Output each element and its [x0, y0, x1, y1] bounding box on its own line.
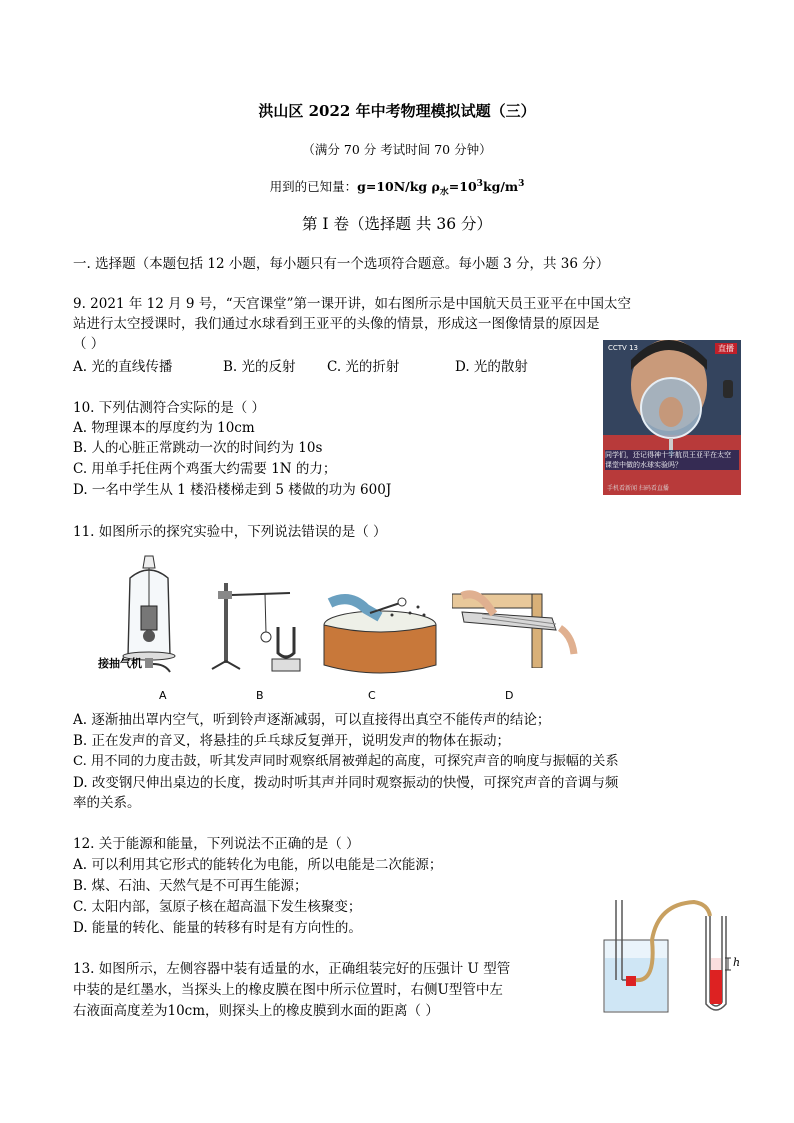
q11-option-b: B. 正在发声的音叉，将悬挂的乒乓球反复弹开，说明发声的物体在振动； — [73, 733, 511, 749]
q13-line1: 13. 如图所示，左侧容器中装有适量的水，正确组装完好的压强计 U 型管 — [73, 961, 511, 977]
q10-stem: 10. 下列估测符合实际的是（ ） — [73, 400, 266, 416]
tuning-fork-figure — [210, 575, 320, 675]
q9-option-a: A. 光的直线传播 — [73, 359, 173, 375]
live-badge: 直播 — [715, 343, 737, 354]
ruler-figure — [452, 588, 582, 668]
section-heading: 一. 选择题（本题包括 12 小题，每小题只有一个选项符合题意。每小题 3 分，共 36 分） — [73, 256, 610, 272]
q11-option-d: D. 改变钢尺伸出桌边的长度，拨动时听其声并同时观察振动的快慢，可探究声音的音调与频 — [73, 775, 619, 791]
photo-footer: 手机看新闻 扫码看直播 — [607, 485, 669, 492]
q12-option-a: A. 可以利用其它形式的能转化为电能，所以电能是二次能源； — [73, 857, 443, 873]
q9-blank: （ ） — [73, 336, 105, 352]
manometer-figure — [598, 900, 748, 1018]
q12-option-c: C. 太阳内部，氢原子核在超高温下发生核聚变； — [73, 899, 362, 915]
q11-option-a: A. 逐渐抽出罩内空气，听到铃声逐渐减弱，可以直接得出真空不能传声的结论； — [73, 712, 551, 728]
q11-option-c: C. 用不同的力度击鼓，听其发声同时观察纸屑被弹起的高度，可探究声音的响度与振幅的关系 — [73, 754, 619, 769]
q10-option-c: C. 用单手托住两个鸡蛋大约需要 1N 的力； — [73, 461, 337, 477]
q10-option-d: D. 一名中学生从 1 楼沿楼梯走到 5 楼做的功为 600J — [73, 482, 392, 498]
q10-option-b: B. 人的心脏正常跳动一次的时间约为 10s — [73, 440, 323, 456]
figure-letter-b: B — [256, 689, 264, 702]
drum-figure — [320, 585, 440, 675]
exam-title: 洪山区 2022 年中考物理模拟试题（三） — [258, 102, 536, 120]
q13-line3: 右液面高度差为10cm，则探头上的橡皮膜到水面的距离（ ） — [73, 1003, 439, 1019]
q9-line1: 9. 2021 年 12 月 9 号，“天宫课堂”第一课开讲，如右图所示是中国航天员王亚平在中国太空 — [73, 296, 632, 312]
figure-letter-c: C — [368, 689, 376, 702]
exam-subtitle: （满分 70 分 考试时间 70 分钟） — [302, 142, 492, 157]
figure-letter-a: A — [159, 689, 167, 702]
q13-line2: 中装的是红墨水，当探头上的橡皮膜在图中所示位置时，右侧U型管中左 — [73, 982, 503, 998]
q9-option-d: D. 光的散射 — [455, 359, 528, 375]
q10-option-a: A. 物理课本的厚度约为 10cm — [73, 420, 255, 436]
q9-option-b: B. 光的反射 — [223, 359, 296, 375]
q12-option-d: D. 能量的转化、能量的转移有时是有方向性的。 — [73, 920, 362, 936]
figure-letter-d: D — [505, 689, 514, 702]
known-quantities: 用到的已知量：g=10N/kg $\rho_水=10^3kg/m^3$ — [269, 178, 525, 198]
q9-option-c: C. 光的折射 — [327, 359, 400, 375]
q12-stem: 12. 关于能源和能量，下列说法不正确的是（ ） — [73, 836, 360, 852]
space-class-photo — [603, 340, 741, 495]
height-label: h — [733, 956, 741, 969]
q9-options — [73, 356, 573, 378]
q11-option-d-cont: 率的关系。 — [73, 795, 141, 811]
vacuum-pump-label: 接抽气机 — [98, 657, 142, 670]
q11-stem: 11. 如图所示的探究实验中，下列说法错误的是（ ） — [73, 524, 387, 540]
channel-logo: CCTV 13 — [608, 344, 638, 352]
part-title: 第 I 卷（选择题 共 36 分） — [302, 215, 492, 233]
photo-caption: 同学们，还记得神十宇航员王亚平在太空 课堂中做的水球实验吗？ — [605, 450, 739, 470]
q12-option-b: B. 煤、石油、天然气是不可再生能源； — [73, 878, 308, 894]
q9-line2: 站进行太空授课时，我们通过水球看到王亚平的头像的情景，形成这一图像情景的原因是 — [73, 316, 600, 332]
